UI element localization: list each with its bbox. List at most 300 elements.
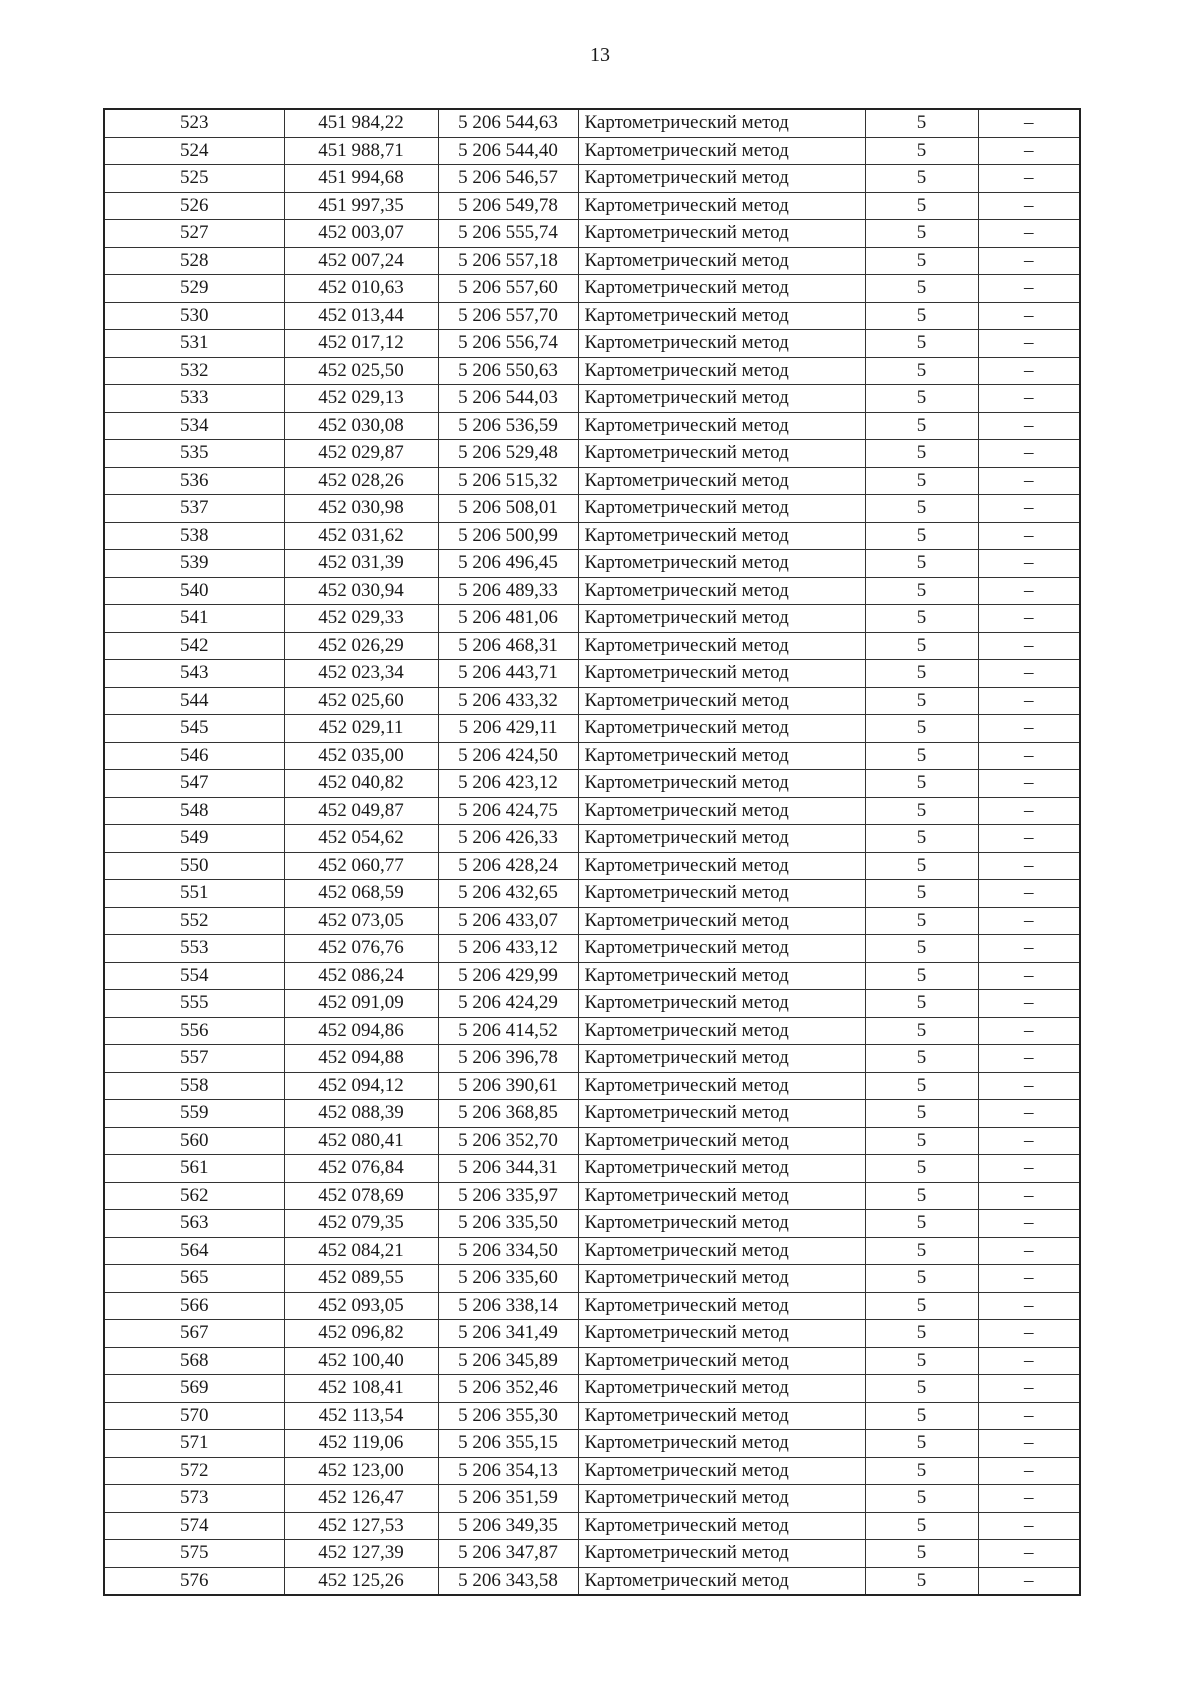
note-cell: – [978, 990, 1080, 1018]
table-row [104, 1347, 1080, 1375]
y-coordinate-cell: 5 206 550,63 [438, 357, 578, 385]
table-row [104, 605, 1080, 633]
note-cell: – [978, 192, 1080, 220]
method-cell: Картометрический метод [578, 1457, 865, 1485]
note-cell: – [978, 302, 1080, 330]
table-row [104, 1210, 1080, 1238]
method-cell: Картометрический метод [578, 165, 865, 193]
method-cell: Картометрический метод [578, 302, 865, 330]
method-cell: Картометрический метод [578, 192, 865, 220]
x-coordinate-cell: 451 997,35 [284, 192, 438, 220]
x-coordinate-cell: 452 049,87 [284, 797, 438, 825]
note-cell: – [978, 742, 1080, 770]
table-row [104, 275, 1080, 303]
note-cell: – [978, 467, 1080, 495]
note-cell: – [978, 275, 1080, 303]
y-coordinate-cell: 5 206 426,33 [438, 825, 578, 853]
x-coordinate-cell: 452 023,34 [284, 660, 438, 688]
table-body [104, 109, 1080, 1595]
point-number-cell: 536 [104, 467, 284, 495]
method-cell: Картометрический метод [578, 522, 865, 550]
method-cell: Картометрический метод [578, 880, 865, 908]
accuracy-cell: 5 [865, 385, 978, 413]
accuracy-cell: 5 [865, 1072, 978, 1100]
accuracy-cell: 5 [865, 440, 978, 468]
note-cell: – [978, 247, 1080, 275]
method-cell: Картометрический метод [578, 1485, 865, 1513]
x-coordinate-cell: 452 094,88 [284, 1045, 438, 1073]
y-coordinate-cell: 5 206 352,46 [438, 1375, 578, 1403]
y-coordinate-cell: 5 206 414,52 [438, 1017, 578, 1045]
table-row [104, 192, 1080, 220]
note-cell: – [978, 632, 1080, 660]
table-row [104, 1457, 1080, 1485]
point-number-cell: 528 [104, 247, 284, 275]
y-coordinate-cell: 5 206 433,32 [438, 687, 578, 715]
table-row [104, 770, 1080, 798]
table-row [104, 1017, 1080, 1045]
method-cell: Картометрический метод [578, 440, 865, 468]
table-row [104, 687, 1080, 715]
x-coordinate-cell: 452 113,54 [284, 1402, 438, 1430]
point-number-cell: 529 [104, 275, 284, 303]
method-cell: Картометрический метод [578, 715, 865, 743]
table-row [104, 797, 1080, 825]
table-row [104, 440, 1080, 468]
accuracy-cell: 5 [865, 412, 978, 440]
note-cell: – [978, 109, 1080, 137]
note-cell: – [978, 715, 1080, 743]
x-coordinate-cell: 452 026,29 [284, 632, 438, 660]
y-coordinate-cell: 5 206 529,48 [438, 440, 578, 468]
y-coordinate-cell: 5 206 347,87 [438, 1540, 578, 1568]
x-coordinate-cell: 452 076,76 [284, 935, 438, 963]
x-coordinate-cell: 452 025,50 [284, 357, 438, 385]
note-cell: – [978, 1320, 1080, 1348]
y-coordinate-cell: 5 206 500,99 [438, 522, 578, 550]
method-cell: Картометрический метод [578, 247, 865, 275]
point-number-cell: 553 [104, 935, 284, 963]
x-coordinate-cell: 452 054,62 [284, 825, 438, 853]
accuracy-cell: 5 [865, 467, 978, 495]
y-coordinate-cell: 5 206 424,29 [438, 990, 578, 1018]
y-coordinate-cell: 5 206 355,30 [438, 1402, 578, 1430]
point-number-cell: 557 [104, 1045, 284, 1073]
note-cell: – [978, 1402, 1080, 1430]
point-number-cell: 545 [104, 715, 284, 743]
y-coordinate-cell: 5 206 557,70 [438, 302, 578, 330]
accuracy-cell: 5 [865, 522, 978, 550]
method-cell: Картометрический метод [578, 1402, 865, 1430]
x-coordinate-cell: 452 091,09 [284, 990, 438, 1018]
x-coordinate-cell: 452 007,24 [284, 247, 438, 275]
accuracy-cell: 5 [865, 1127, 978, 1155]
x-coordinate-cell: 452 035,00 [284, 742, 438, 770]
accuracy-cell: 5 [865, 1237, 978, 1265]
x-coordinate-cell: 452 029,33 [284, 605, 438, 633]
accuracy-cell: 5 [865, 137, 978, 165]
accuracy-cell: 5 [865, 247, 978, 275]
x-coordinate-cell: 452 029,11 [284, 715, 438, 743]
y-coordinate-cell: 5 206 496,45 [438, 550, 578, 578]
accuracy-cell: 5 [865, 1045, 978, 1073]
x-coordinate-cell: 452 030,94 [284, 577, 438, 605]
point-number-cell: 532 [104, 357, 284, 385]
x-coordinate-cell: 452 080,41 [284, 1127, 438, 1155]
method-cell: Картометрический метод [578, 330, 865, 358]
table-row [104, 852, 1080, 880]
point-number-cell: 537 [104, 495, 284, 523]
point-number-cell: 562 [104, 1182, 284, 1210]
method-cell: Картометрический метод [578, 1017, 865, 1045]
accuracy-cell: 5 [865, 962, 978, 990]
y-coordinate-cell: 5 206 515,32 [438, 467, 578, 495]
table-row [104, 1567, 1080, 1595]
table-row [104, 522, 1080, 550]
method-cell: Картометрический метод [578, 1567, 865, 1595]
point-number-cell: 554 [104, 962, 284, 990]
accuracy-cell: 5 [865, 1567, 978, 1595]
x-coordinate-cell: 452 040,82 [284, 770, 438, 798]
point-number-cell: 576 [104, 1567, 284, 1595]
table-row [104, 1072, 1080, 1100]
y-coordinate-cell: 5 206 338,14 [438, 1292, 578, 1320]
table-row [104, 109, 1080, 137]
y-coordinate-cell: 5 206 489,33 [438, 577, 578, 605]
note-cell: – [978, 1100, 1080, 1128]
accuracy-cell: 5 [865, 550, 978, 578]
accuracy-cell: 5 [865, 632, 978, 660]
point-number-cell: 535 [104, 440, 284, 468]
table-row [104, 1100, 1080, 1128]
accuracy-cell: 5 [865, 495, 978, 523]
table-row [104, 1182, 1080, 1210]
accuracy-cell: 5 [865, 687, 978, 715]
note-cell: – [978, 1430, 1080, 1458]
table-row [104, 302, 1080, 330]
table-row [104, 550, 1080, 578]
table-row [104, 1485, 1080, 1513]
x-coordinate-cell: 452 086,24 [284, 962, 438, 990]
accuracy-cell: 5 [865, 1375, 978, 1403]
x-coordinate-cell: 452 017,12 [284, 330, 438, 358]
accuracy-cell: 5 [865, 1512, 978, 1540]
y-coordinate-cell: 5 206 345,89 [438, 1347, 578, 1375]
accuracy-cell: 5 [865, 1485, 978, 1513]
accuracy-cell: 5 [865, 220, 978, 248]
note-cell: – [978, 385, 1080, 413]
table-row [104, 1430, 1080, 1458]
accuracy-cell: 5 [865, 1182, 978, 1210]
note-cell: – [978, 412, 1080, 440]
y-coordinate-cell: 5 206 481,06 [438, 605, 578, 633]
method-cell: Картометрический метод [578, 852, 865, 880]
point-number-cell: 547 [104, 770, 284, 798]
method-cell: Картометрический метод [578, 1072, 865, 1100]
x-coordinate-cell: 452 025,60 [284, 687, 438, 715]
x-coordinate-cell: 452 096,82 [284, 1320, 438, 1348]
table-row [104, 935, 1080, 963]
method-cell: Картометрический метод [578, 1320, 865, 1348]
y-coordinate-cell: 5 206 335,97 [438, 1182, 578, 1210]
table-row [104, 1155, 1080, 1183]
table-row [104, 165, 1080, 193]
point-number-cell: 538 [104, 522, 284, 550]
x-coordinate-cell: 452 078,69 [284, 1182, 438, 1210]
x-coordinate-cell: 452 029,13 [284, 385, 438, 413]
accuracy-cell: 5 [865, 660, 978, 688]
accuracy-cell: 5 [865, 880, 978, 908]
note-cell: – [978, 852, 1080, 880]
point-number-cell: 571 [104, 1430, 284, 1458]
note-cell: – [978, 1347, 1080, 1375]
method-cell: Картометрический метод [578, 1210, 865, 1238]
note-cell: – [978, 165, 1080, 193]
point-number-cell: 563 [104, 1210, 284, 1238]
table-row [104, 247, 1080, 275]
point-number-cell: 569 [104, 1375, 284, 1403]
y-coordinate-cell: 5 206 341,49 [438, 1320, 578, 1348]
y-coordinate-cell: 5 206 556,74 [438, 330, 578, 358]
note-cell: – [978, 1292, 1080, 1320]
note-cell: – [978, 1567, 1080, 1595]
point-number-cell: 540 [104, 577, 284, 605]
note-cell: – [978, 220, 1080, 248]
point-number-cell: 525 [104, 165, 284, 193]
x-coordinate-cell: 451 988,71 [284, 137, 438, 165]
note-cell: – [978, 357, 1080, 385]
x-coordinate-cell: 452 028,26 [284, 467, 438, 495]
table-row [104, 1512, 1080, 1540]
method-cell: Картометрический метод [578, 275, 865, 303]
note-cell: – [978, 1512, 1080, 1540]
note-cell: – [978, 1017, 1080, 1045]
x-coordinate-cell: 452 060,77 [284, 852, 438, 880]
y-coordinate-cell: 5 206 544,63 [438, 109, 578, 137]
note-cell: – [978, 935, 1080, 963]
accuracy-cell: 5 [865, 302, 978, 330]
y-coordinate-cell: 5 206 429,11 [438, 715, 578, 743]
accuracy-cell: 5 [865, 275, 978, 303]
point-number-cell: 548 [104, 797, 284, 825]
x-coordinate-cell: 452 126,47 [284, 1485, 438, 1513]
note-cell: – [978, 687, 1080, 715]
note-cell: – [978, 550, 1080, 578]
method-cell: Картометрический метод [578, 797, 865, 825]
table-row [104, 715, 1080, 743]
y-coordinate-cell: 5 206 390,61 [438, 1072, 578, 1100]
method-cell: Картометрический метод [578, 660, 865, 688]
note-cell: – [978, 137, 1080, 165]
accuracy-cell: 5 [865, 797, 978, 825]
y-coordinate-cell: 5 206 354,13 [438, 1457, 578, 1485]
table-row [104, 385, 1080, 413]
method-cell: Картометрический метод [578, 577, 865, 605]
method-cell: Картометрический метод [578, 687, 865, 715]
table-row [104, 357, 1080, 385]
table-row [104, 742, 1080, 770]
point-number-cell: 524 [104, 137, 284, 165]
x-coordinate-cell: 452 093,05 [284, 1292, 438, 1320]
note-cell: – [978, 1265, 1080, 1293]
point-number-cell: 560 [104, 1127, 284, 1155]
y-coordinate-cell: 5 206 349,35 [438, 1512, 578, 1540]
point-number-cell: 575 [104, 1540, 284, 1568]
point-number-cell: 566 [104, 1292, 284, 1320]
point-number-cell: 564 [104, 1237, 284, 1265]
x-coordinate-cell: 452 068,59 [284, 880, 438, 908]
method-cell: Картометрический метод [578, 907, 865, 935]
x-coordinate-cell: 452 079,35 [284, 1210, 438, 1238]
point-number-cell: 549 [104, 825, 284, 853]
coordinates-table [103, 108, 1081, 1596]
y-coordinate-cell: 5 206 468,31 [438, 632, 578, 660]
table-row [104, 880, 1080, 908]
table-row [104, 412, 1080, 440]
page-number: 13 [590, 44, 610, 66]
point-number-cell: 558 [104, 1072, 284, 1100]
point-number-cell: 539 [104, 550, 284, 578]
method-cell: Картометрический метод [578, 109, 865, 137]
accuracy-cell: 5 [865, 1457, 978, 1485]
y-coordinate-cell: 5 206 344,31 [438, 1155, 578, 1183]
y-coordinate-cell: 5 206 343,58 [438, 1567, 578, 1595]
table-row [104, 632, 1080, 660]
method-cell: Картометрический метод [578, 1127, 865, 1155]
table-row [104, 1127, 1080, 1155]
note-cell: – [978, 1457, 1080, 1485]
accuracy-cell: 5 [865, 1540, 978, 1568]
y-coordinate-cell: 5 206 555,74 [438, 220, 578, 248]
accuracy-cell: 5 [865, 1402, 978, 1430]
x-coordinate-cell: 452 108,41 [284, 1375, 438, 1403]
note-cell: – [978, 1540, 1080, 1568]
note-cell: – [978, 770, 1080, 798]
y-coordinate-cell: 5 206 432,65 [438, 880, 578, 908]
point-number-cell: 523 [104, 109, 284, 137]
accuracy-cell: 5 [865, 357, 978, 385]
accuracy-cell: 5 [865, 742, 978, 770]
y-coordinate-cell: 5 206 549,78 [438, 192, 578, 220]
x-coordinate-cell: 452 094,12 [284, 1072, 438, 1100]
x-coordinate-cell: 452 031,62 [284, 522, 438, 550]
x-coordinate-cell: 452 029,87 [284, 440, 438, 468]
accuracy-cell: 5 [865, 1347, 978, 1375]
accuracy-cell: 5 [865, 1155, 978, 1183]
method-cell: Картометрический метод [578, 1430, 865, 1458]
table-row [104, 137, 1080, 165]
note-cell: – [978, 495, 1080, 523]
point-number-cell: 530 [104, 302, 284, 330]
accuracy-cell: 5 [865, 165, 978, 193]
point-number-cell: 555 [104, 990, 284, 1018]
accuracy-cell: 5 [865, 1017, 978, 1045]
point-number-cell: 572 [104, 1457, 284, 1485]
table-row [104, 467, 1080, 495]
accuracy-cell: 5 [865, 825, 978, 853]
method-cell: Картометрический метод [578, 495, 865, 523]
x-coordinate-cell: 451 994,68 [284, 165, 438, 193]
x-coordinate-cell: 452 030,08 [284, 412, 438, 440]
accuracy-cell: 5 [865, 605, 978, 633]
method-cell: Картометрический метод [578, 1375, 865, 1403]
method-cell: Картометрический метод [578, 467, 865, 495]
x-coordinate-cell: 452 127,53 [284, 1512, 438, 1540]
y-coordinate-cell: 5 206 334,50 [438, 1237, 578, 1265]
x-coordinate-cell: 452 089,55 [284, 1265, 438, 1293]
point-number-cell: 573 [104, 1485, 284, 1513]
point-number-cell: 552 [104, 907, 284, 935]
y-coordinate-cell: 5 206 508,01 [438, 495, 578, 523]
y-coordinate-cell: 5 206 396,78 [438, 1045, 578, 1073]
note-cell: – [978, 1485, 1080, 1513]
x-coordinate-cell: 452 094,86 [284, 1017, 438, 1045]
table-row [104, 1292, 1080, 1320]
y-coordinate-cell: 5 206 433,12 [438, 935, 578, 963]
x-coordinate-cell: 452 127,39 [284, 1540, 438, 1568]
y-coordinate-cell: 5 206 352,70 [438, 1127, 578, 1155]
y-coordinate-cell: 5 206 443,71 [438, 660, 578, 688]
point-number-cell: 527 [104, 220, 284, 248]
method-cell: Картометрический метод [578, 825, 865, 853]
method-cell: Картометрический метод [578, 935, 865, 963]
table-row [104, 1320, 1080, 1348]
method-cell: Картометрический метод [578, 1292, 865, 1320]
method-cell: Картометрический метод [578, 550, 865, 578]
accuracy-cell: 5 [865, 1265, 978, 1293]
point-number-cell: 556 [104, 1017, 284, 1045]
method-cell: Картометрический метод [578, 1265, 865, 1293]
x-coordinate-cell: 452 125,26 [284, 1567, 438, 1595]
table-row [104, 577, 1080, 605]
x-coordinate-cell: 452 003,07 [284, 220, 438, 248]
note-cell: – [978, 1127, 1080, 1155]
note-cell: – [978, 1237, 1080, 1265]
y-coordinate-cell: 5 206 544,03 [438, 385, 578, 413]
point-number-cell: 561 [104, 1155, 284, 1183]
x-coordinate-cell: 452 073,05 [284, 907, 438, 935]
table-row [104, 1045, 1080, 1073]
method-cell: Картометрический метод [578, 1045, 865, 1073]
table-row [104, 330, 1080, 358]
table-row [104, 1375, 1080, 1403]
note-cell: – [978, 825, 1080, 853]
x-coordinate-cell: 452 088,39 [284, 1100, 438, 1128]
accuracy-cell: 5 [865, 1430, 978, 1458]
method-cell: Картометрический метод [578, 742, 865, 770]
table-row [104, 1265, 1080, 1293]
note-cell: – [978, 907, 1080, 935]
y-coordinate-cell: 5 206 557,18 [438, 247, 578, 275]
note-cell: – [978, 1045, 1080, 1073]
table-row [104, 990, 1080, 1018]
note-cell: – [978, 1182, 1080, 1210]
method-cell: Картометрический метод [578, 1237, 865, 1265]
method-cell: Картометрический метод [578, 770, 865, 798]
accuracy-cell: 5 [865, 1320, 978, 1348]
x-coordinate-cell: 452 010,63 [284, 275, 438, 303]
table-row [104, 962, 1080, 990]
note-cell: – [978, 605, 1080, 633]
table-row [104, 220, 1080, 248]
x-coordinate-cell: 451 984,22 [284, 109, 438, 137]
y-coordinate-cell: 5 206 433,07 [438, 907, 578, 935]
accuracy-cell: 5 [865, 990, 978, 1018]
x-coordinate-cell: 452 013,44 [284, 302, 438, 330]
y-coordinate-cell: 5 206 424,75 [438, 797, 578, 825]
x-coordinate-cell: 452 084,21 [284, 1237, 438, 1265]
point-number-cell: 544 [104, 687, 284, 715]
